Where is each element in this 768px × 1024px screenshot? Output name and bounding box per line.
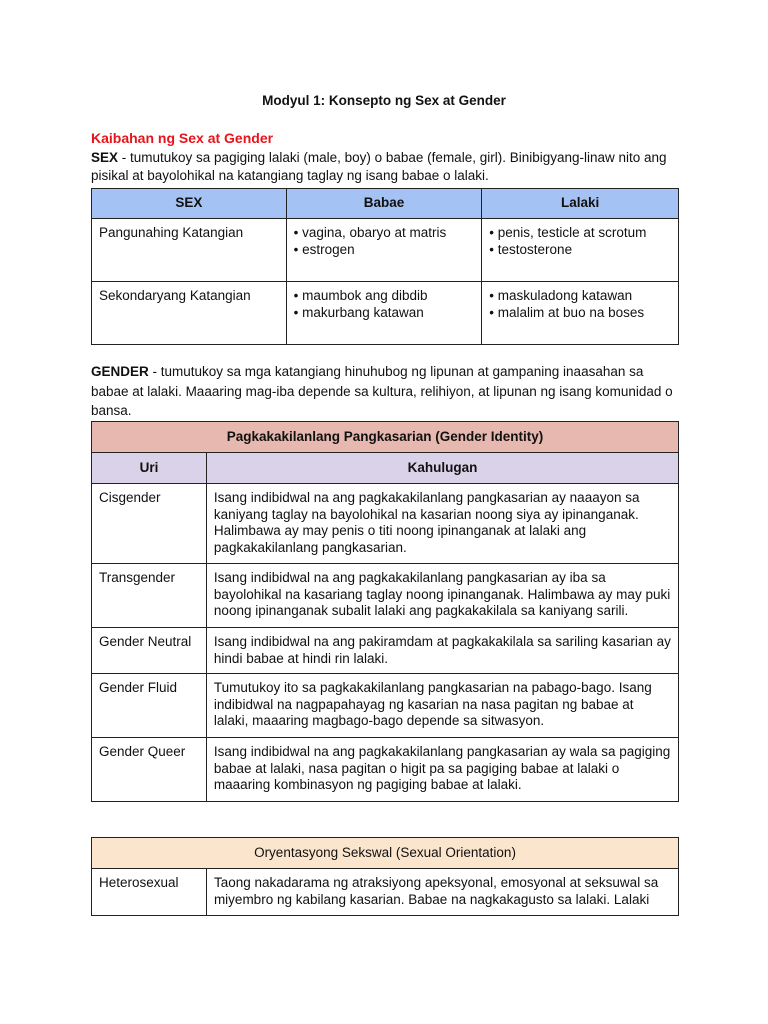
- list-item: • vagina, obaryo at matris: [294, 225, 475, 242]
- header-kahulugan: Kahulugan: [206, 453, 678, 484]
- table-row: [92, 674, 679, 738]
- uri-cell: Heterosexual: [92, 869, 207, 916]
- sexual-orientation-caption: Oryentasyong Sekswal (Sexual Orientation): [92, 838, 679, 869]
- table-row: [92, 484, 679, 564]
- babae-cell: [286, 282, 482, 345]
- sex-definition-text: - tumutukoy sa pagiging lalaki (male, boy) o babae (female, girl). Binibigyang-linaw nito ang pisikal at bayolohikal na katangiang taglay ng isang babae o lalaki.: [91, 150, 667, 183]
- lalaki-cell: [482, 282, 679, 345]
- gender-identity-table: [91, 421, 679, 802]
- list-item: • penis, testicle at scrotum: [489, 225, 671, 242]
- sex-table-header-lalaki: Lalaki: [482, 189, 679, 219]
- gender-term: GENDER: [91, 364, 149, 379]
- sexual-orientation-table: [91, 837, 679, 916]
- sex-definition: [91, 149, 681, 185]
- kahulugan-cell: Isang indibidwal na ang pakiramdam at pagkakakilala sa sariling kasarian ay hindi babae at hindi rin lalaki.: [206, 628, 678, 674]
- page-title: Modyul 1: Konsepto ng Sex at Gender: [262, 93, 506, 108]
- gender-identity-header: [92, 453, 679, 484]
- list-item: • makurbang katawan: [294, 305, 475, 322]
- kahulugan-cell: Taong nakadarama ng atraksiyong apeksyonal, emosyonal at seksuwal sa miyembro ng kabilang kasarian. Babae na nagkakagusto sa lalaki. Lalaki: [206, 869, 678, 916]
- list-item: • testosterone: [489, 242, 671, 259]
- table-row: [92, 869, 679, 916]
- uri-cell: Cisgender: [92, 484, 207, 564]
- list-item: • malalim at buo na boses: [489, 305, 671, 322]
- sex-table: [91, 188, 679, 345]
- row-label: Pangunahing Katangian: [92, 219, 287, 282]
- table-row: [92, 219, 679, 282]
- sex-table-header-sex: SEX: [92, 189, 287, 219]
- kahulugan-cell: Tumutukoy ito sa pagkakakilanlang pangkasarian na pabago-bago. Isang indibidwal na nagpapahayag ng kasarian na nasa pagitan ng babae at lalaki, maaaring magbago-bago depende sa sitwasyon.: [206, 674, 678, 738]
- list-item: • maskuladong katawan: [489, 288, 671, 305]
- header-uri: Uri: [92, 453, 207, 484]
- sex-table-header: [92, 189, 679, 219]
- list-item: • maumbok ang dibdib: [294, 288, 475, 305]
- sex-term: SEX: [91, 150, 119, 165]
- gender-definition: [91, 362, 681, 421]
- sex-table-header-babae: Babae: [286, 189, 482, 219]
- table-row: [92, 628, 679, 674]
- kahulugan-cell: Isang indibidwal na ang pagkakakilanlang pangkasarian ay iba sa bayolohikal na kasariang taglay noong ipinanganak. Halimbawa ay may puki noong ipinanganak subalit lalaki ang pagkakakilala sa kaniyang sarili.: [206, 564, 678, 628]
- section-heading: Kaibahan ng Sex at Gender: [91, 130, 274, 146]
- kahulugan-cell: Isang indibidwal na ang pagkakakilanlang pangkasarian ay naaayon sa kaniyang taglay na bayolohikal na kasarian noong siya ay ipinanganak. Halimbawa ay may penis o titi noong ipinanganak at lalaki ang pagkakakilanlang pangkasarian.: [206, 484, 678, 564]
- uri-cell: Gender Queer: [92, 738, 207, 802]
- babae-cell: [286, 219, 482, 282]
- table-row: [92, 738, 679, 802]
- uri-cell: Gender Neutral: [92, 628, 207, 674]
- gender-definition-text: - tumutukoy sa mga katangiang hinuhubog ng lipunan at gampaning inaasahan sa babae at lalaki. Maaaring mag-iba depende sa kultura, relihiyon, at lipunan ng isang komunidad o bansa.: [91, 364, 673, 418]
- list-item: • estrogen: [294, 242, 475, 259]
- uri-cell: Gender Fluid: [92, 674, 207, 738]
- row-label: Sekondaryang Katangian: [92, 282, 287, 345]
- gender-identity-caption: Pagkakakilanlang Pangkasarian (Gender Identity): [92, 422, 679, 453]
- lalaki-cell: [482, 219, 679, 282]
- table-row: [92, 282, 679, 345]
- table-row: [92, 564, 679, 628]
- uri-cell: Transgender: [92, 564, 207, 628]
- kahulugan-cell: Isang indibidwal na ang pagkakakilanlang pangkasarian ay wala sa pagiging babae at lalaki, nasa pagitan o higit pa sa pagiging babae at lalaki o maaaring kombinasyon ng pagiging babae at lalaki.: [206, 738, 678, 802]
